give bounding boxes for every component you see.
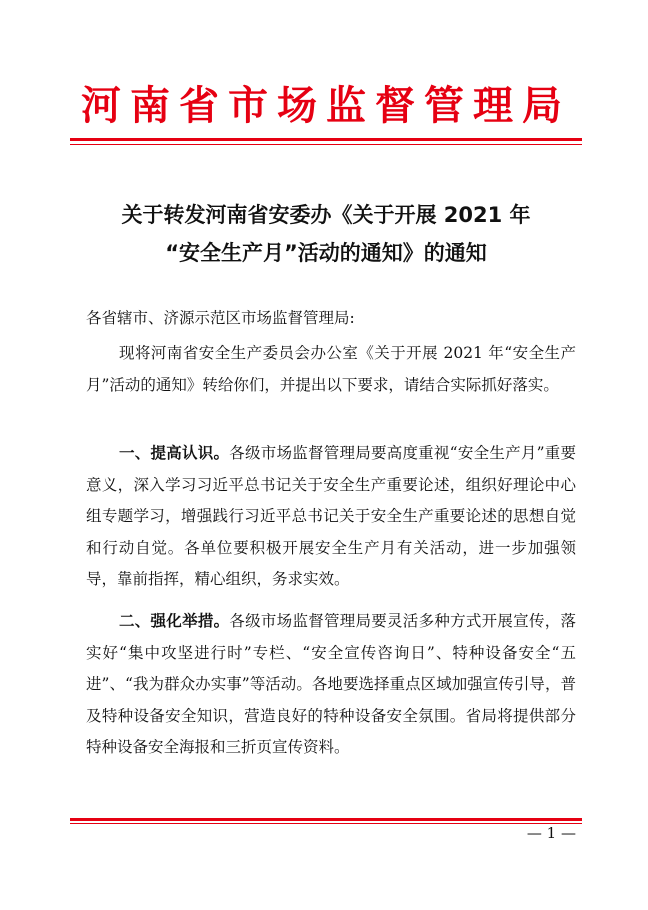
footer-rule-thick	[70, 818, 582, 821]
page-number: — 1 —	[526, 824, 576, 842]
recipient-line: 各省辖市、济源示范区市场监督管理局:	[86, 309, 355, 327]
title-line-2: “安全生产月”活动的通知》的通知	[165, 241, 487, 265]
section-2-heading: 二、强化举措。	[119, 612, 230, 630]
section-1-paragraph	[86, 438, 576, 596]
title-line-1: 关于转发河南省安委办《关于开展 2021 年	[121, 203, 531, 227]
footer-rule-thin	[70, 823, 582, 824]
document-title	[70, 196, 582, 272]
agency-masthead: 河南省市场监督管理局	[81, 82, 571, 129]
section-2-paragraph	[86, 606, 576, 764]
masthead-rule-thin	[70, 144, 582, 145]
masthead-rule-thick	[70, 138, 582, 141]
section-2-text: 各级市场监督管理局要灵活多种方式开展宣传，落实好“集中攻坚进行时”专栏、“安全宣传咨询日”、特种设备安全“五进”、“我为群众办实事”等活动。各地要选择重点区域加强宣传引导，普及特种设备安全知识，营造良好的特种设备安全氛围。省局将提供部分特种设备安全海报和三折页宣传资料。	[86, 612, 576, 756]
intro-paragraph: 现将河南省安全生产委员会办公室《关于开展 2021 年“安全生产月”活动的通知》转给你们，并提出以下要求，请结合实际抓好落实。	[86, 344, 576, 394]
section-1-heading: 一、提高认识。	[119, 444, 230, 462]
section-1-text: 各级市场监督管理局要高度重视“安全生产月”重要意义，深入学习习近平总书记关于安全生产重要论述，组织好理论中心组专题学习，增强践行习近平总书记关于安全生产重要论述的思想自觉和行动自觉。各单位要积极开展安全生产月有关活动，进一步加强领导，靠前指挥，精心组织，务求实效。	[86, 444, 576, 588]
